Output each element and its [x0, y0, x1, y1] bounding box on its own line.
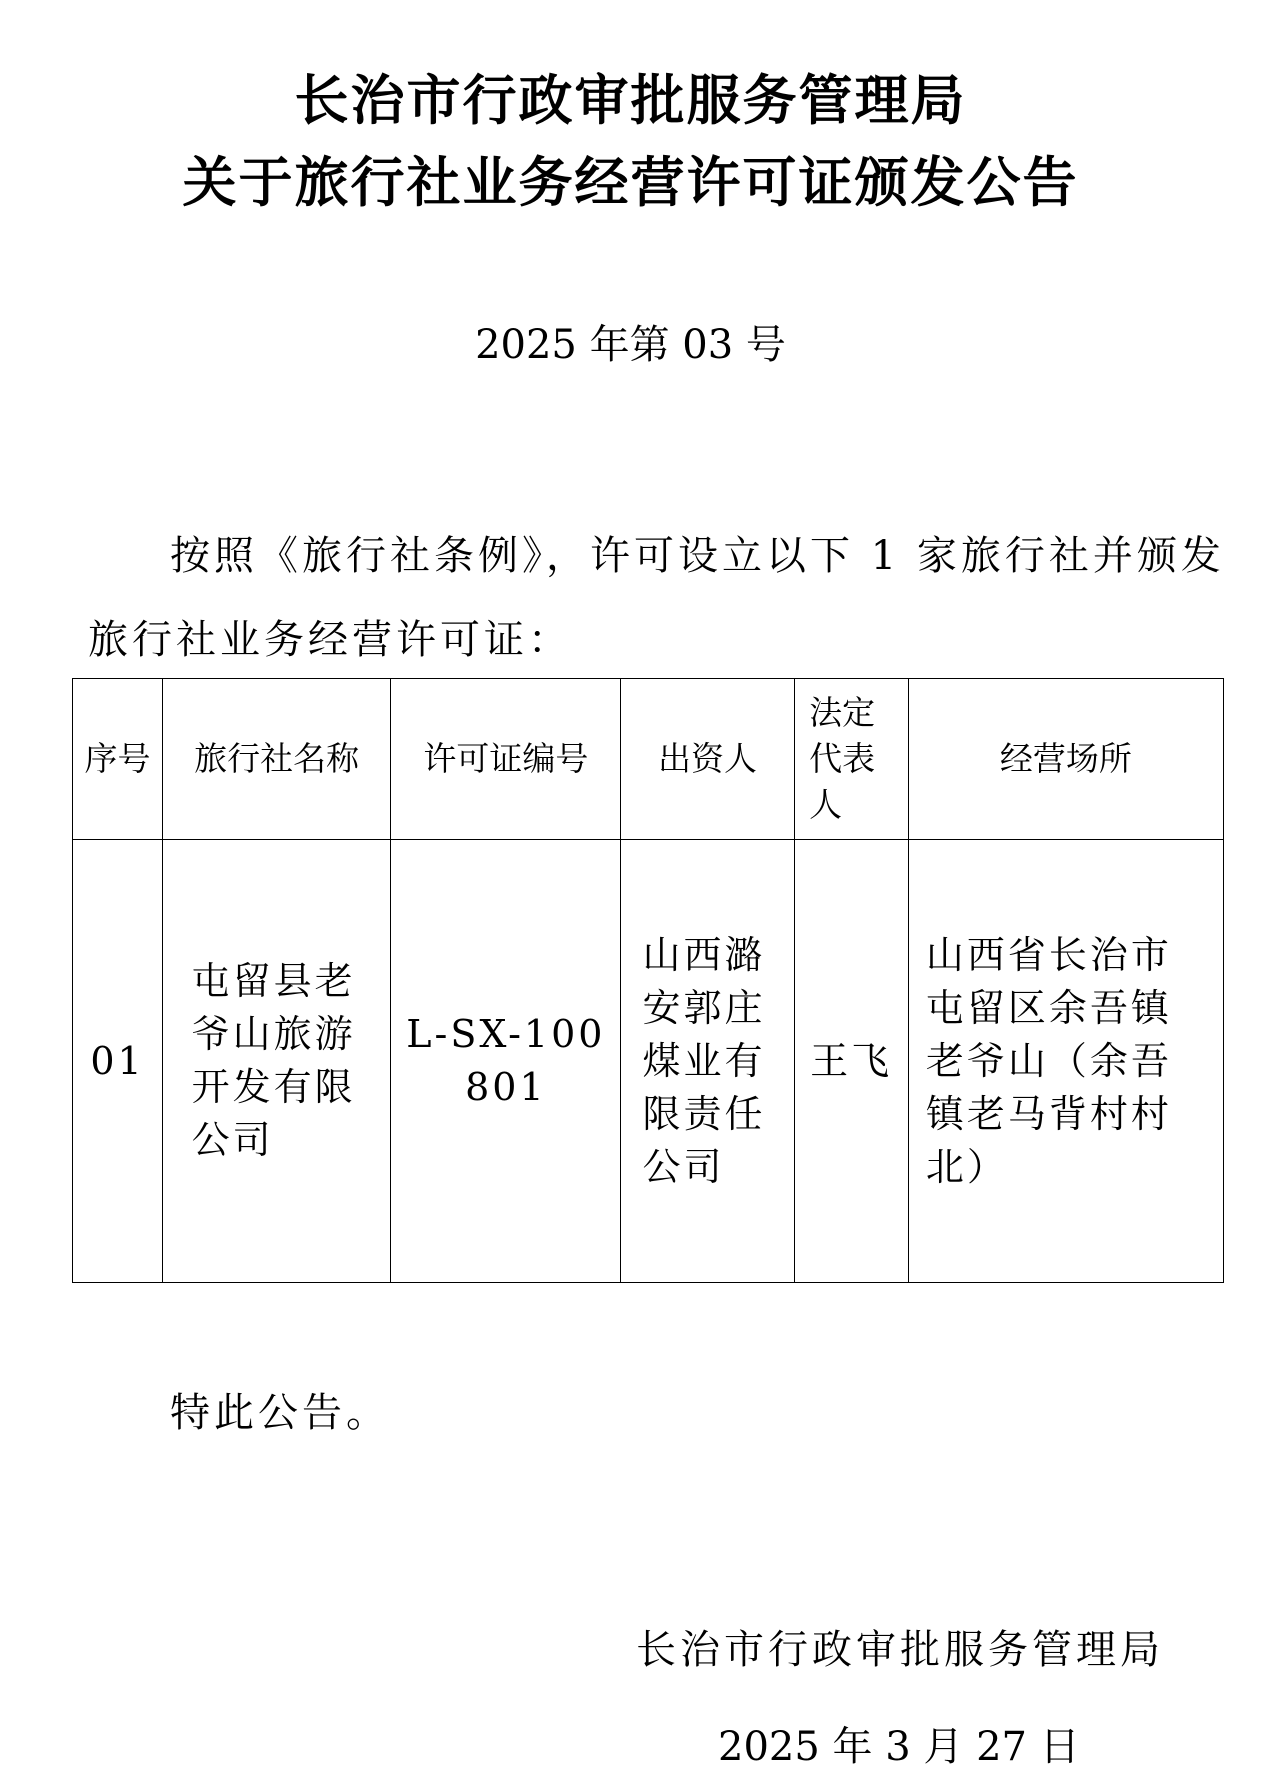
cell-license-number — [391, 840, 621, 1283]
cell-legal-representative: 王飞 — [794, 840, 908, 1283]
header-agency-name: 旅行社名称 — [163, 679, 391, 840]
intro-paragraph-line2: 旅行社业务经营许可证： — [88, 617, 572, 663]
table-row — [73, 840, 1224, 1283]
header-legal-representative — [794, 679, 908, 840]
signature-organization: 长治市行政审批服务管理局 — [636, 1627, 1164, 1673]
table-header-row — [73, 679, 1224, 840]
document-title-line2: 关于旅行社业务经营许可证颁发公告 — [182, 151, 1079, 214]
document-number: 2025 年第 03 号 — [475, 322, 786, 368]
header-business-place: 经营场所 — [908, 679, 1223, 840]
closing-statement: 特此公告。 — [170, 1390, 390, 1436]
header-investor: 出资人 — [621, 679, 794, 840]
business-place-text: 山西省长治市屯留区余吾镇老爷山（余吾镇老马背村村北） — [925, 932, 1172, 1189]
header-legal-representative-label: 法定代表人 — [809, 693, 876, 824]
cell-agency-name — [163, 840, 391, 1283]
license-number-text: L-SX-100801 — [406, 1012, 606, 1109]
cell-business-place — [908, 840, 1223, 1283]
signature-date: 2025 年 3 月 27 日 — [718, 1724, 1080, 1770]
header-license-number: 许可证编号 — [391, 679, 621, 840]
document-title-line1: 长治市行政审批服务管理局 — [294, 69, 967, 132]
intro-paragraph-line1: 按照《旅行社条例》，许可设立以下 1 家旅行社并颁发 — [170, 533, 1225, 579]
cell-seq: 01 — [73, 840, 163, 1283]
investor-text: 山西潞安郭庄煤业有限责任公司 — [642, 932, 766, 1189]
agency-name-text: 屯留县老爷山旅游开发有限公司 — [191, 959, 356, 1162]
permit-table — [72, 678, 1224, 1283]
cell-investor — [621, 840, 794, 1283]
header-seq: 序号 — [73, 679, 163, 840]
